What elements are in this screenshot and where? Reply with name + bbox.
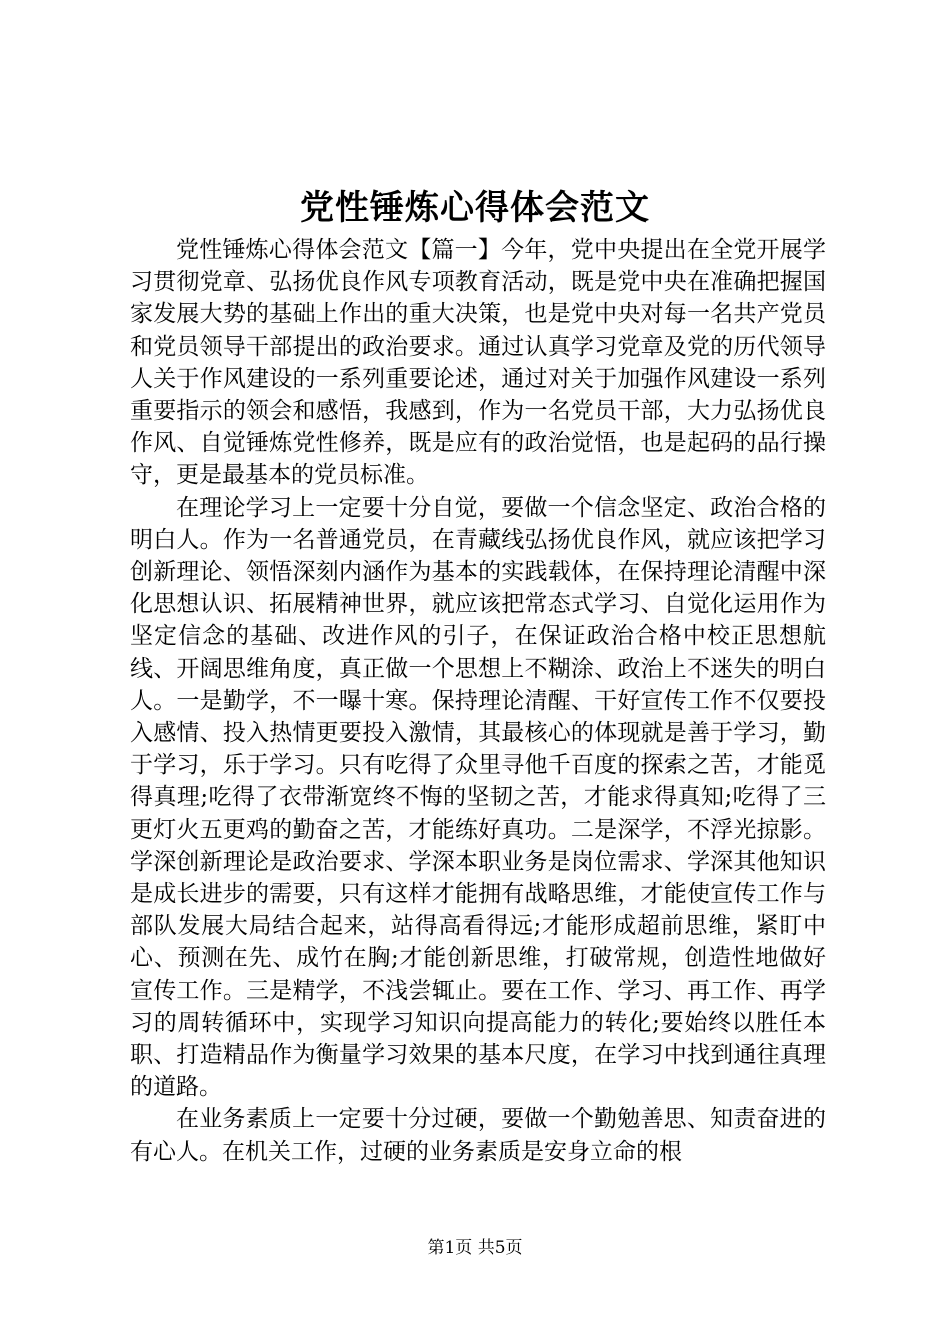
document-body bbox=[130, 234, 826, 1168]
page-number-footer: 第1页 共5页 bbox=[427, 1238, 523, 1258]
paragraph-2: 在理论学习上一定要十分自觉，要做一个信念坚定、政治合格的明白人。作为一名普通党员，在青藏线弘扬优良作风，就应该把学习创新理论、领悟深刻内涵作为基本的实践载体，在保持理论清醒中深化思想认识、拓展精神世界，就应该把常态式学习、自觉化运用作为坚定信念的基础、改进作风的引子，在保证政治合格中校正思想航线、开阔思维角度，真正做一个思想上不糊涂、政治上不迷失的明白人。一是勤学，不一曝十寒。保持理论清醒、干好宣传工作不仅要投入感情、投入热情更要投入激情，其最核心的体现就是善于学习，勤于学习，乐于学习。只有吃得了众里寻他千百度的探索之苦，才能觅得真理;吃得了衣带渐宽终不悔的坚韧之苦，才能求得真知;吃得了三更灯火五更鸡的勤奋之苦，才能练好真功。二是深学，不浮光掠影。学深创新理论是政治要求、学深本职业务是岗位需求、学深其他知识是成长进步的需要，只有这样才能拥有战略思维，才能使宣传工作与部队发展大局结合起来，站得高看得远;才能形成超前思维，紧盯中心、预测在先、成竹在胸;才能创新思维，打破常规，创造性地做好宣传工作。三是精学，不浅尝辄止。要在工作、学习、再工作、再学习的周转循环中，实现学习知识向提高能力的转化;要始终以胜任本职、打造精品作为衡量学习效果的基本尺度，在学习中找到通往真理的道路。 bbox=[130, 494, 826, 1101]
paragraph-3: 在业务素质上一定要十分过硬，要做一个勤勉善思、知责奋进的有心人。在机关工作，过硬的业务素质是安身立命的根 bbox=[130, 1106, 826, 1165]
paragraph-1: 党性锤炼心得体会范文【篇一】今年，党中央提出在全党开展学习贯彻党章、弘扬优良作风专项教育活动，既是党中央在准确把握国家发展大势的基础上作出的重大决策，也是党中央对每一名共产党员和党员领导干部提出的政治要求。通过认真学习党章及党的历代领导人关于作风建设的一系列重要论述，通过对关于加强作风建设一系列重要指示的领会和感悟，我感到，作为一名党员干部，大力弘扬优良作风、自觉锤炼党性修养，既是应有的政治觉悟，也是起码的品行操守，更是最基本的党员标准。 bbox=[130, 237, 826, 489]
document-title: 党性锤炼心得体会范文 bbox=[300, 188, 650, 228]
